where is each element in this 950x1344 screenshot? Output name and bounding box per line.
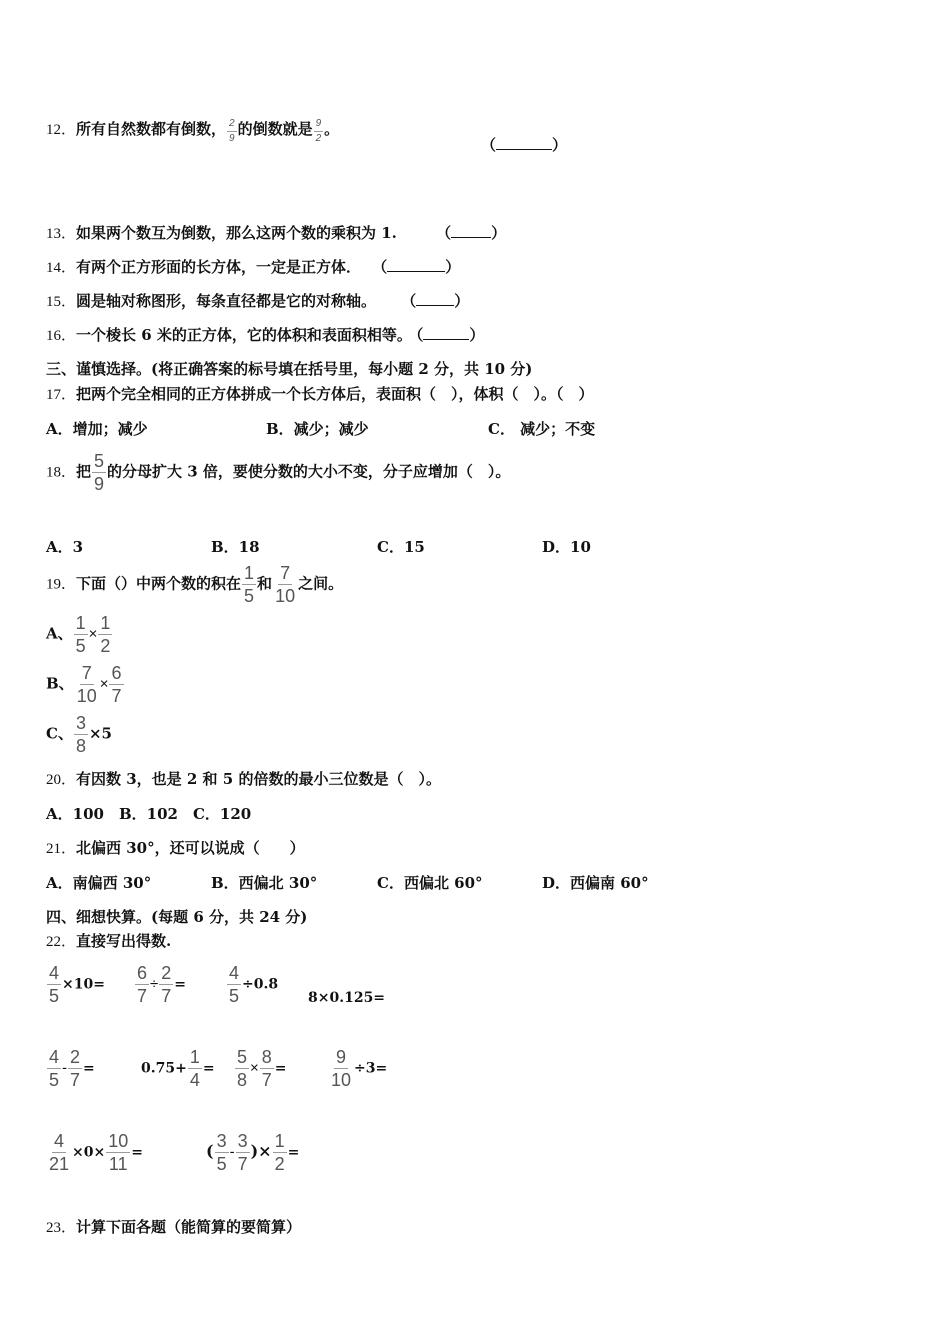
- option-d[interactable]: D．10: [542, 538, 591, 556]
- fraction: $\frac{1}{5}$: [244, 563, 255, 606]
- section-4-heading: 四、细想快算。(每题 6 分，共 24 分): [46, 908, 308, 926]
- question-12: 12．所有自然数都有倒数， $\frac{2}{9}$ 的倒数就是 $\frac{9}{2}$ 。: [46, 118, 340, 144]
- option-a[interactable]: A．3: [46, 538, 84, 556]
- option-a[interactable]: A、 $\frac{1}{5}$ × $\frac{1}{2}$: [46, 613, 111, 656]
- expression: $\frac{5}{8}$ × $\frac{8}{7}$ =: [237, 1047, 287, 1090]
- expression: $\frac{9}{10}$ ÷3=: [331, 1047, 388, 1090]
- expression: $\frac{4}{5}$ ÷0.8: [229, 963, 279, 1006]
- question-23: 23．计算下面各题（能简算的要简算）: [46, 1218, 302, 1236]
- fraction: $\frac{1}{5}$: [75, 613, 86, 656]
- option-c[interactable]: C． 减少；不变: [488, 420, 596, 438]
- options-row[interactable]: A．100 B．102 C．120: [46, 805, 252, 823]
- question-13: 13．如果两个数互为倒数，那么这两个数的乘积为 1. （ ）: [46, 224, 507, 242]
- answer-blank-12[interactable]: （ ）: [481, 136, 568, 154]
- option-b[interactable]: B、 $\frac{7}{10}$ × $\frac{6}{7}$: [46, 663, 122, 706]
- option-c[interactable]: C、 $\frac{3}{8}$ ×5: [46, 713, 112, 756]
- option-a[interactable]: A．南偏西 30°: [46, 874, 152, 892]
- answer-blank-14[interactable]: （ ）: [372, 258, 461, 276]
- expression: 8×0.125=: [308, 990, 386, 1006]
- question-21: 21．北偏西 30°，还可以说成（ ）: [46, 839, 305, 857]
- expression: 0.75+ $\frac{1}{4}$ =: [141, 1047, 215, 1090]
- fraction: $\frac{5}{9}$: [94, 451, 105, 494]
- answer-blank-15[interactable]: （ ）: [401, 292, 470, 310]
- question-17: 17．把两个完全相同的正方体拼成一个长方体后，表面积（ ），体积（ ）。（ ）: [46, 385, 594, 403]
- section-3-heading: 三、谨慎选择。(将正确答案的标号填在括号里，每小题 2 分，共 10 分): [46, 360, 533, 378]
- fraction: $\frac{6}{7}$: [111, 663, 122, 706]
- question-22: 22．直接写出得数.: [46, 932, 172, 950]
- question-14: 14．有两个正方形面的长方体，一定是正方体． （ ）: [46, 258, 461, 276]
- expression: $\frac{4}{5}$ ×10=: [49, 963, 105, 1006]
- answer-blank-16[interactable]: （ ）: [415, 326, 485, 344]
- question-20: 20．有因数 3，也是 2 和 5 的倍数的最小三位数是（ ）。: [46, 770, 441, 788]
- question-18: 18．把 $\frac{5}{9}$ 的分母扩大 3 倍，要使分数的大小不变，分子应增加（ ）。: [46, 451, 511, 494]
- expression: $\frac{6}{7}$ ÷ $\frac{2}{7}$ =: [137, 963, 186, 1006]
- option-d[interactable]: D．西偏南 60°: [542, 874, 649, 892]
- question-15: 15．圆是轴对称图形，每条直径都是它的对称轴。 （ ）: [46, 292, 470, 310]
- option-a[interactable]: A．增加；减少: [46, 420, 148, 438]
- question-16: 16．一个棱长 6 米的正方体，它的体积和表面积相等。 （ ）: [46, 326, 485, 344]
- fraction: $\frac{7}{10}$: [76, 663, 97, 706]
- expression: ( $\frac{3}{5}$ - $\frac{3}{7}$ )× $\frac{1}{2}$ =: [206, 1131, 300, 1174]
- fraction: $\frac{3}{8}$: [75, 713, 86, 756]
- fraction: $\frac{2}{9}$: [229, 118, 235, 144]
- fraction: $\frac{9}{2}$: [315, 118, 322, 144]
- option-c[interactable]: C．15: [377, 538, 425, 556]
- option-b[interactable]: B．减少；减少: [266, 420, 369, 438]
- fraction: $\frac{7}{10}$: [275, 563, 296, 606]
- question-19: 19．下面（）中两个数的积在 $\frac{1}{5}$ 和 $\frac{7}{10}$ 之间。: [46, 563, 344, 606]
- option-b[interactable]: B．西偏北 30°: [211, 874, 318, 892]
- option-c[interactable]: C．西偏北 60°: [377, 874, 483, 892]
- expression: $\frac{4}{5}$ - $\frac{2}{7}$ =: [49, 1047, 95, 1090]
- question-number: 12．: [46, 122, 77, 138]
- fraction: $\frac{1}{2}$: [100, 613, 111, 656]
- expression: $\frac{4}{21}$ ×0× $\frac{10}{11}$ =: [49, 1131, 143, 1174]
- option-b[interactable]: B．18: [211, 538, 260, 556]
- answer-blank-13[interactable]: （ ）: [436, 224, 507, 242]
